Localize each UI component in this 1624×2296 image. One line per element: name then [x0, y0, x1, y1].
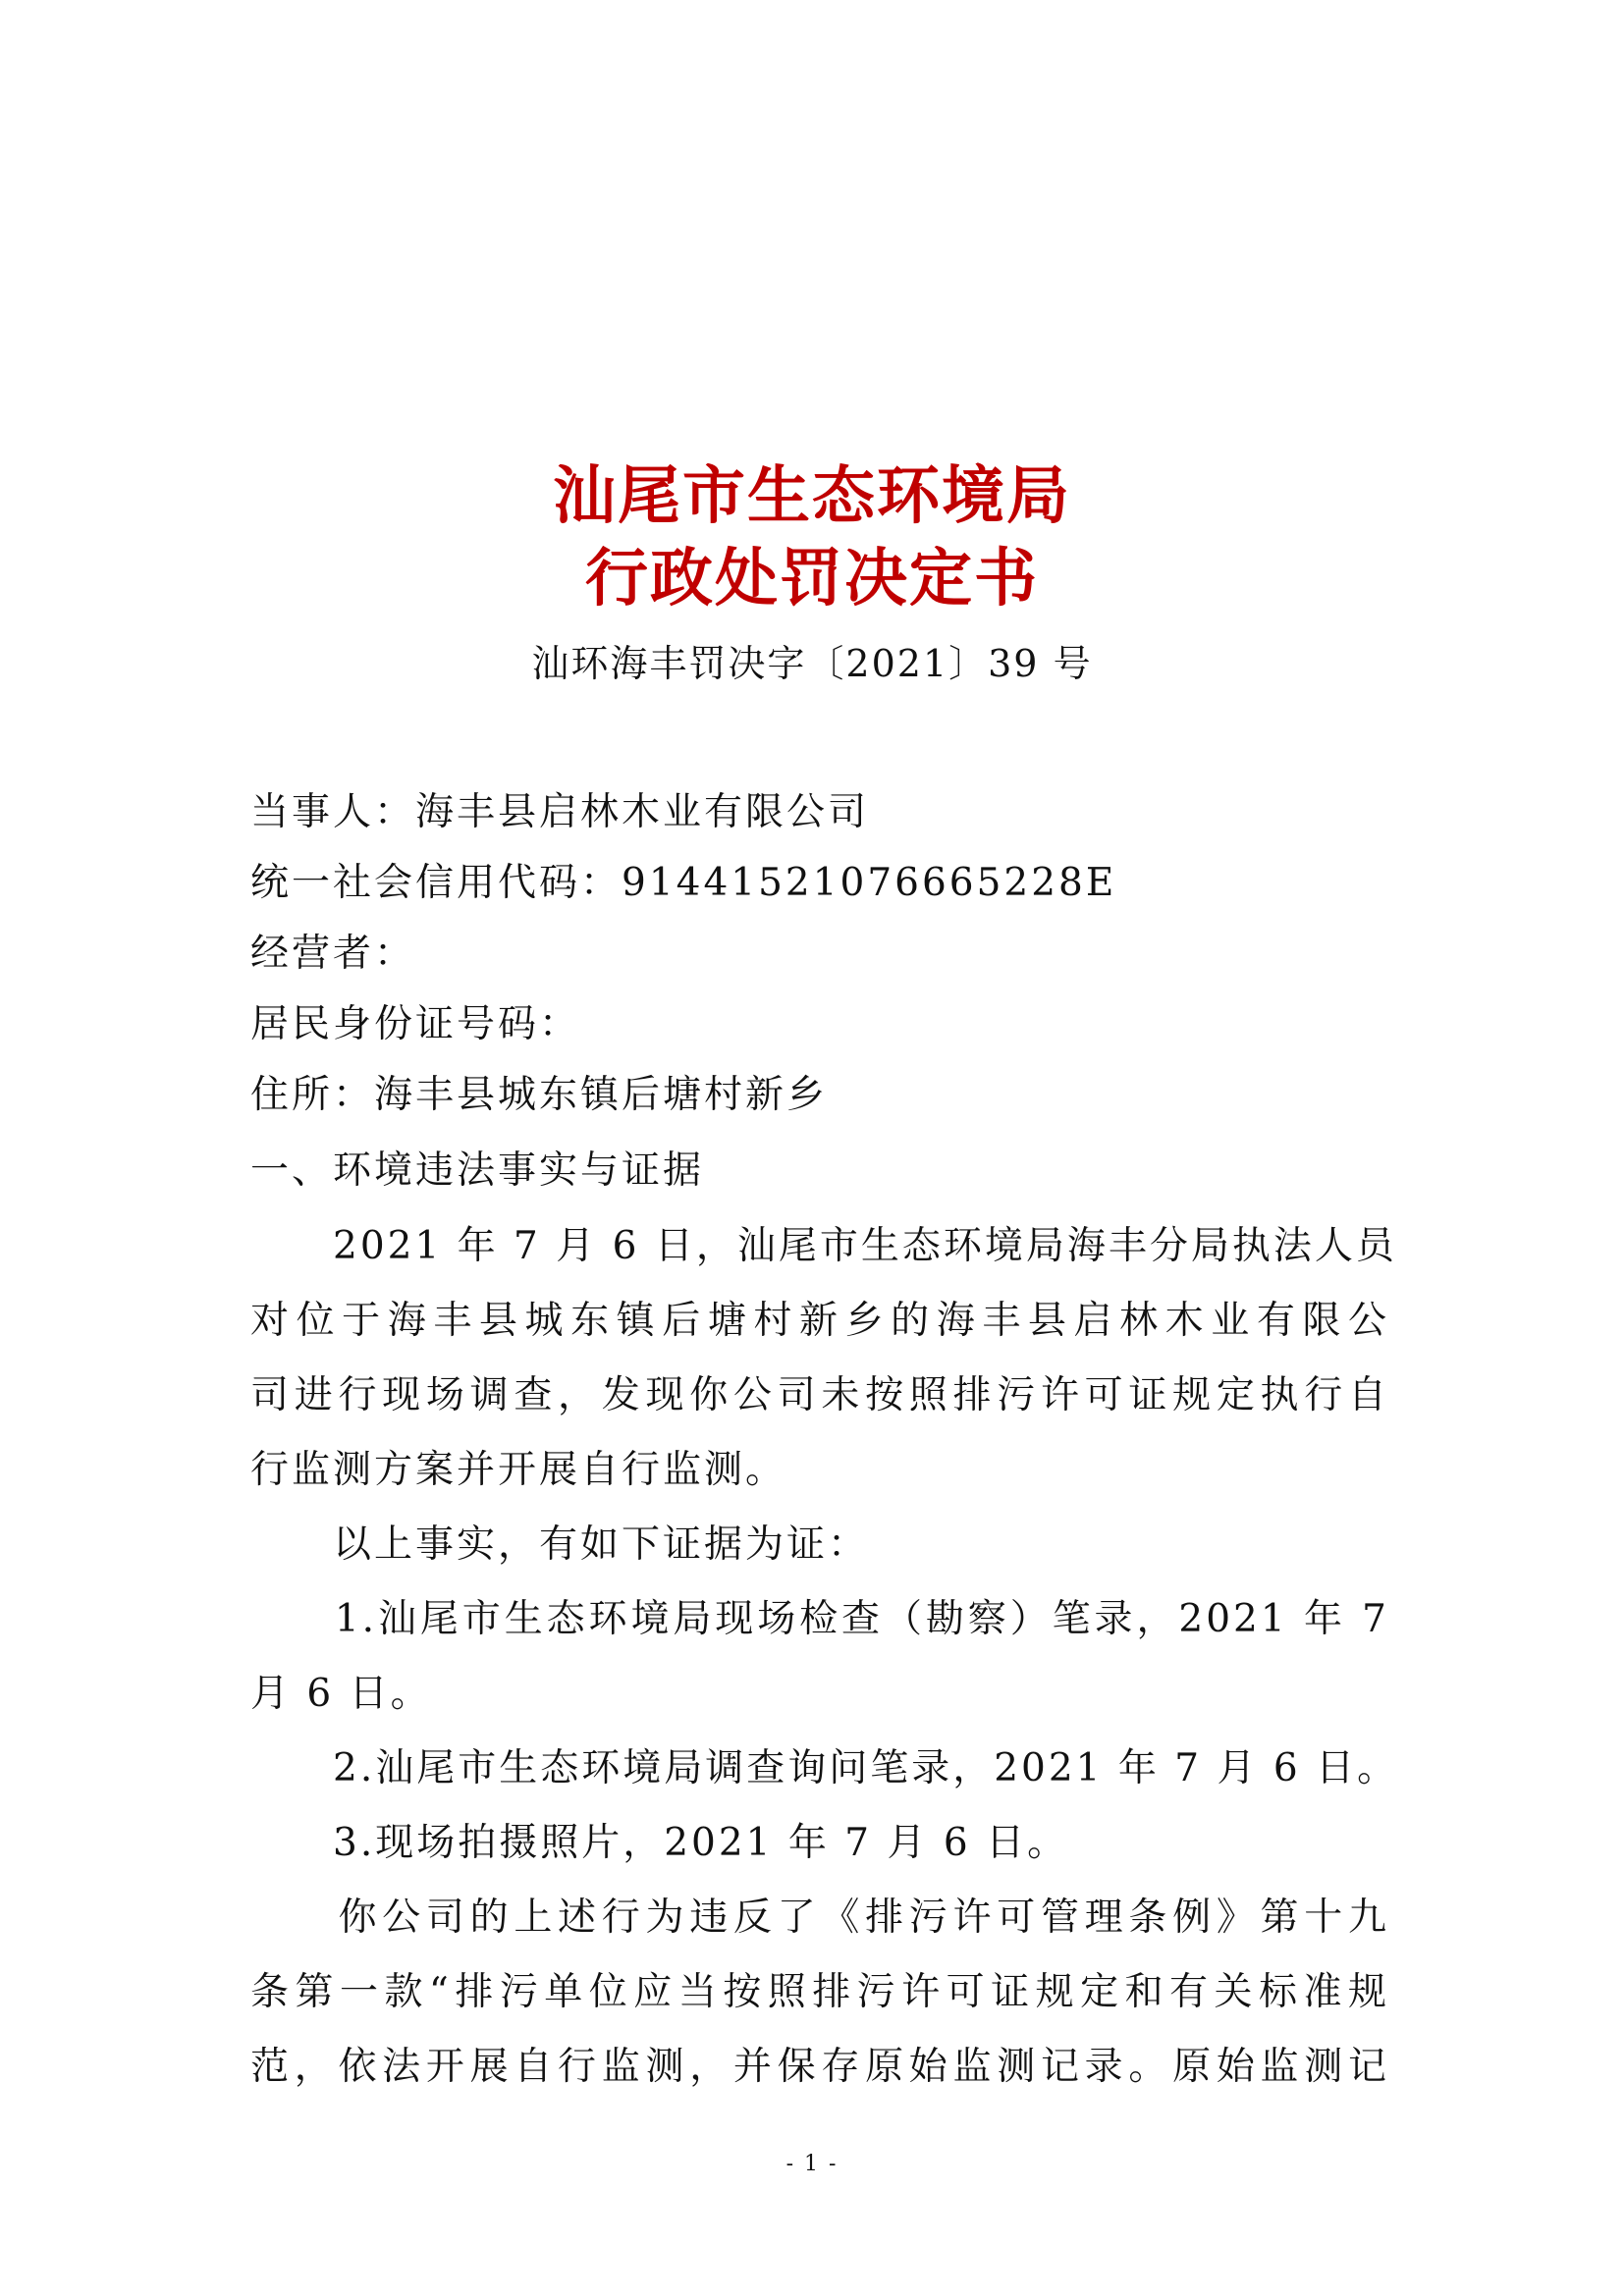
agency-title: 汕尾市生态环境局	[553, 459, 1071, 533]
page-number: - 1 -	[785, 2152, 839, 2176]
credit-code: 统一社会信用代码：91441521076665228E	[250, 861, 1117, 905]
evidence-item-2: 2.汕尾市生态环境局调查询问笔录，2021 年 7 月 6 日。	[250, 1746, 1399, 1790]
paragraph-line: 你公司的上述行为违反了《排污许可管理条例》第十九	[250, 1896, 1389, 1940]
document-number: 汕环海丰罚决字〔2021〕39 号	[531, 642, 1093, 685]
paragraph-line: 行监测方案并开展自行监测。	[250, 1448, 787, 1492]
party-name: 当事人：海丰县启林木业有限公司	[250, 790, 870, 834]
evidence-item-3: 3.现场拍摄照片，2021 年 7 月 6 日。	[250, 1821, 1069, 1865]
operator: 经营者：	[250, 932, 416, 976]
evidence-item-1-cont: 月 6 日。	[250, 1672, 432, 1716]
evidence-intro: 以上事实，有如下证据为证：	[250, 1522, 870, 1567]
paragraph-line: 范，依法开展自行监测，并保存原始监测记录。原始监测记	[250, 2045, 1389, 2089]
document-type-title: 行政处罚决定书	[585, 542, 1039, 615]
section-heading: 一、环境违法事实与证据	[250, 1148, 705, 1193]
address: 住所：海丰县城东镇后塘村新乡	[250, 1073, 829, 1117]
paragraph-line: 对位于海丰县城东镇后塘村新乡的海丰县启林木业有限公	[250, 1299, 1389, 1343]
evidence-item-1: 1.汕尾市生态环境局现场检查（勘察）笔录，2021 年 7	[250, 1597, 1389, 1641]
paragraph-line: 条第一款“排污单位应当按照排污许可证规定和有关标准规	[250, 1970, 1389, 2014]
paragraph-line: 司进行现场调查，发现你公司未按照排污许可证规定执行自	[250, 1373, 1389, 1417]
paragraph-line: 2021 年 7 月 6 日，汕尾市生态环境局海丰分局执法人员	[250, 1224, 1397, 1268]
id-number: 居民身份证号码：	[250, 1002, 581, 1046]
